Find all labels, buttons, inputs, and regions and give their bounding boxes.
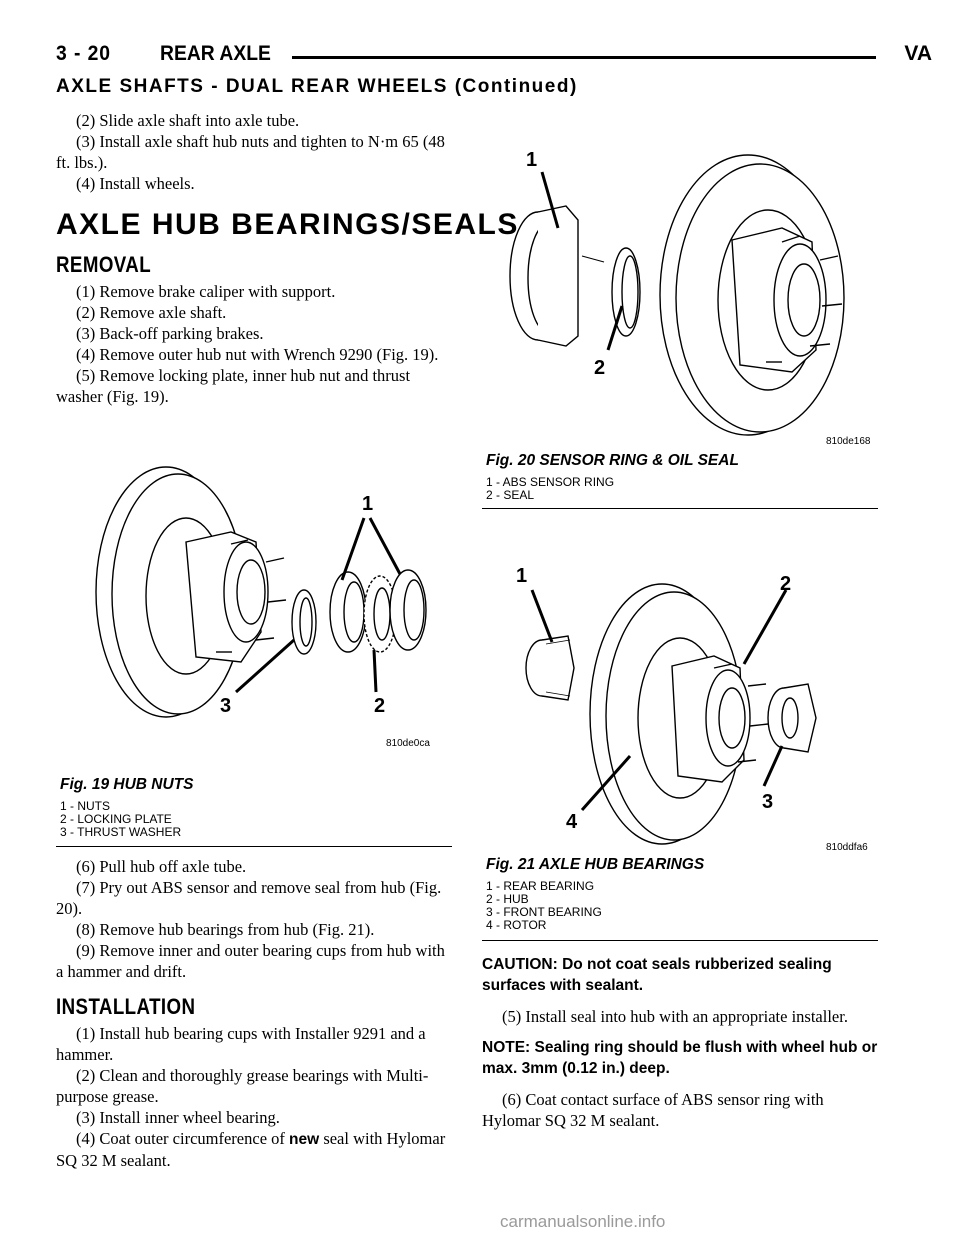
legend-item: 3 - THRUST WASHER — [60, 825, 182, 839]
section-title: REAR AXLE — [160, 42, 271, 65]
removal-section — [56, 254, 452, 407]
installation-step-5: (5) Install seal into hub with an appropriate installer. — [502, 1007, 848, 1026]
removal-step: (6) Pull hub off axle tube. — [76, 857, 247, 876]
figure-19 — [56, 462, 452, 850]
legend-item: 1 - REAR BEARING — [486, 879, 595, 893]
installation-step: (1) Install hub bearing cups with Installer 9291 and a hammer. — [56, 1024, 426, 1064]
intro-step-4: (4) Install wheels. — [76, 174, 195, 193]
installation-step: (2) Clean and thoroughly grease bearings with Multi-purpose grease. — [56, 1066, 429, 1106]
figure-legend — [60, 800, 181, 839]
vehicle-code: VA — [904, 42, 932, 65]
figure-id: 810ddfa6 — [826, 842, 868, 853]
removal-heading: REMOVAL — [56, 252, 152, 277]
legend-item: 2 - SEAL — [486, 488, 535, 502]
figure-id: 810de0ca — [386, 738, 430, 749]
figure-legend — [486, 476, 614, 502]
legend-item: 1 - ABS SENSOR RING — [486, 475, 615, 489]
hub-nuts-illustration — [56, 462, 452, 752]
caution-text: CAUTION: Do not coat seals rubberized sealing surfaces with sealant. — [482, 956, 832, 994]
legend-item: 2 - LOCKING PLATE — [60, 812, 172, 826]
callout-3: 3 — [220, 695, 232, 717]
installation-heading: INSTALLATION — [56, 994, 196, 1019]
figure-rule — [482, 508, 878, 509]
figure-legend — [486, 880, 602, 932]
legend-item: 4 - ROTOR — [486, 918, 547, 932]
page-header — [56, 40, 932, 72]
removal-step: (7) Pry out ABS sensor and remove seal from hub (Fig. 20). — [56, 878, 442, 918]
figure-caption: Fig. 21 AXLE HUB BEARINGS — [486, 856, 705, 873]
removal-step: (5) Remove locking plate, inner hub nut and thrust washer (Fig. 19). — [56, 366, 411, 406]
callout-4: 4 — [566, 811, 578, 833]
installation-step-6: (6) Coat contact surface of ABS sensor ring with Hylomar SQ 32 M sealant. — [482, 1090, 824, 1130]
sensor-ring-oil-seal-illustration — [482, 110, 878, 450]
figure-caption: Fig. 20 SENSOR RING & OIL SEAL — [486, 452, 739, 469]
figure-caption: Fig. 19 HUB NUTS — [60, 776, 194, 793]
running-subheader: AXLE SHAFTS - DUAL REAR WHEELS (Continued) — [56, 76, 578, 97]
removal-continued — [56, 856, 452, 1171]
removal-step: (3) Back-off parking brakes. — [76, 324, 264, 343]
callout-3: 3 — [762, 791, 774, 813]
legend-item: 1 - NUTS — [60, 799, 111, 813]
callout-2: 2 — [780, 573, 792, 595]
removal-step: (9) Remove inner and outer bearing cups from hub with a hammer and drift. — [56, 941, 445, 981]
page-number: 3 - 20 — [56, 42, 111, 65]
removal-step: (8) Remove hub bearings from hub (Fig. 21). — [76, 920, 375, 939]
figure-20 — [482, 110, 878, 512]
figure-rule — [56, 846, 452, 847]
watermark: carmanualsonline.info — [500, 1212, 666, 1231]
intro-step-2: (2) Slide axle shaft into axle tube. — [76, 111, 300, 130]
callout-2: 2 — [594, 357, 606, 379]
right-text — [482, 954, 878, 1131]
callout-2: 2 — [374, 695, 386, 717]
left-intro — [56, 110, 452, 194]
removal-step: (1) Remove brake caliper with support. — [76, 282, 336, 301]
axle-hub-bearings-illustration — [482, 546, 878, 856]
removal-step: (2) Remove axle shaft. — [76, 303, 227, 322]
removal-step: (4) Remove outer hub nut with Wrench 9290 (Fig. 19). — [76, 345, 439, 364]
callout-1: 1 — [526, 149, 538, 171]
figure-21 — [482, 546, 878, 944]
callout-1: 1 — [362, 493, 374, 515]
legend-item: 3 - FRONT BEARING — [486, 905, 602, 919]
installation-step: (3) Install inner wheel bearing. — [76, 1108, 280, 1127]
header-rule — [292, 56, 876, 59]
note-text: NOTE: Sealing ring should be flush with wheel hub or max. 3mm (0.12 in.) deep. — [482, 1039, 878, 1077]
legend-item: 2 - HUB — [486, 892, 529, 906]
figure-id: 810de168 — [826, 436, 871, 447]
installation-step-4: (4) Coat outer circumference of new seal with Hylomar SQ 32 M sealant. — [56, 1129, 446, 1170]
main-title: AXLE HUB BEARINGS/SEALS — [56, 208, 519, 241]
figure-rule — [482, 940, 878, 941]
intro-step-3: (3) Install axle shaft hub nuts and tighten to N·m 65 (48 ft. lbs.). — [56, 132, 445, 172]
callout-1: 1 — [516, 565, 528, 587]
